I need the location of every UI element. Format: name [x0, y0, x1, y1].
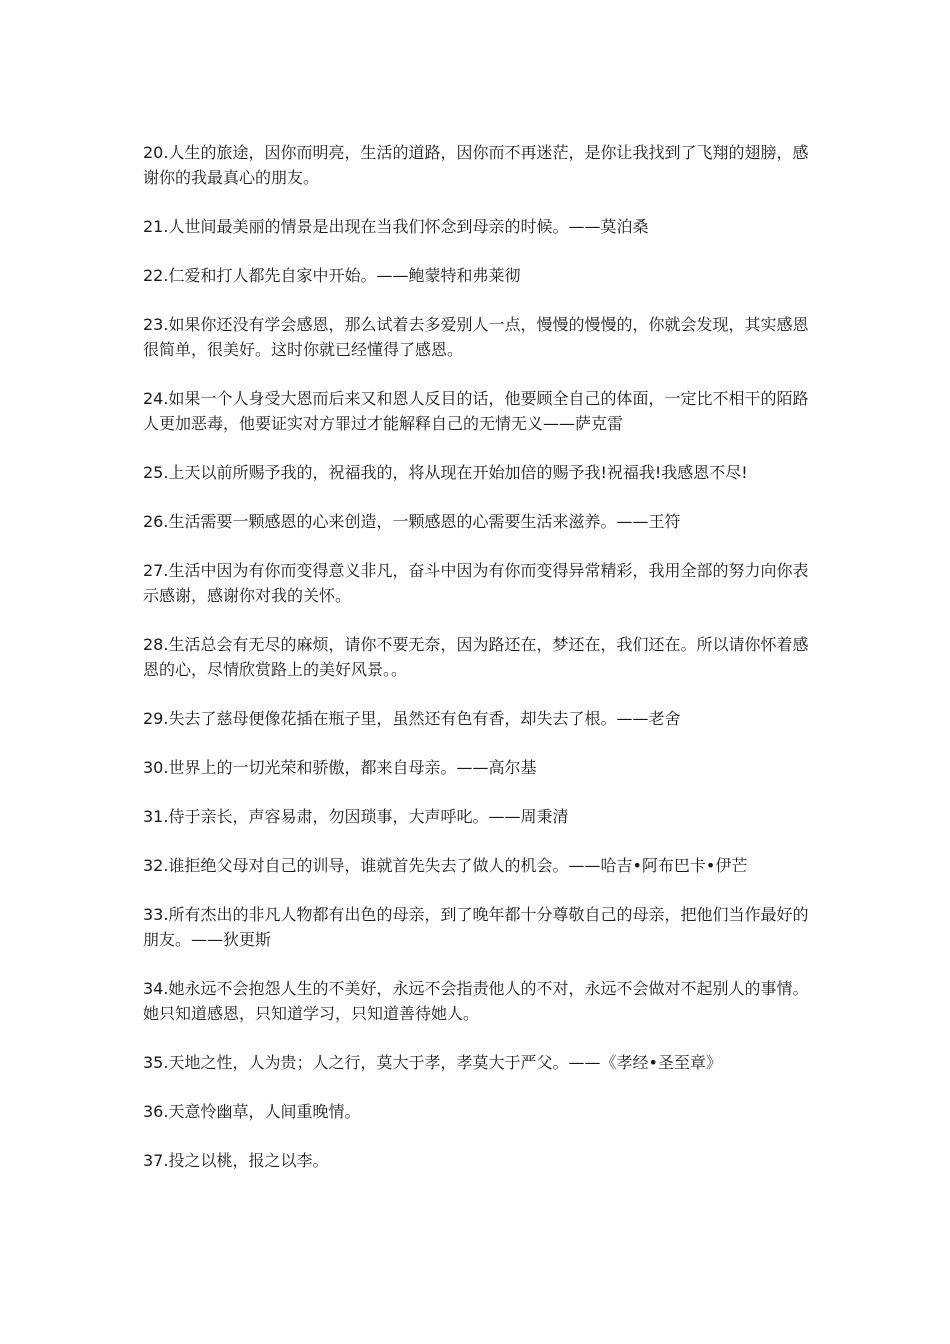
quote-paragraph-37: 37.投之以桃，报之以李。	[143, 1151, 329, 1170]
quote-paragraph-29: 29.失去了慈母便像花插在瓶子里，虽然还有色有香，却失去了根。——老舍	[143, 709, 681, 728]
quote-paragraph-33: 33.所有杰出的非凡人物都有出色的母亲，到了晚年都十分尊敬自己的母亲，把他们当作最好的朋友。——狄更斯	[143, 905, 809, 949]
quote-paragraph-20: 20.人生的旅途，因你而明亮，生活的道路，因你而不再迷茫，是你让我找到了飞翔的翅膀，感谢你的我最真心的朋友。	[143, 143, 809, 187]
quote-paragraph-23: 23.如果你还没有学会感恩，那么试着去多爱别人一点，慢慢的慢慢的，你就会发现，其实感恩很简单，很美好。这时你就已经懂得了感恩。	[143, 315, 809, 359]
quote-paragraph-34: 34.她永远不会抱怨人生的不美好，永远不会指责他人的不对，永远不会做对不起别人的事情。她只知道感恩，只知道学习，只知道善待她人。	[143, 979, 809, 1023]
quote-paragraph-25: 25.上天以前所赐予我的，祝福我的，将从现在开始加倍的赐予我!祝福我!我感恩不尽!	[143, 463, 748, 482]
quote-paragraph-22: 22.仁爱和打人都先自家中开始。——鲍蒙特和弗莱彻	[143, 266, 521, 285]
quote-paragraph-36: 36.天意怜幽草，人间重晚情。	[143, 1102, 361, 1121]
document-body	[143, 140, 815, 1197]
quote-paragraph-31: 31.侍于亲长，声容易肃，勿因琐事，大声呼叱。——周秉清	[143, 807, 569, 826]
quote-paragraph-26: 26.生活需要一颗感恩的心来创造，一颗感恩的心需要生活来滋养。——王符	[143, 512, 681, 531]
quote-paragraph-30: 30.世界上的一切光荣和骄傲，都来自母亲。——高尔基	[143, 758, 537, 777]
quote-paragraph-35: 35.天地之性，人为贵；人之行，莫大于孝，孝莫大于严父。——《孝经•圣至章》	[143, 1053, 722, 1072]
quote-paragraph-21: 21.人世间最美丽的情景是出现在当我们怀念到母亲的时候。——莫泊桑	[143, 217, 649, 236]
quote-paragraph-24: 24.如果一个人身受大恩而后来又和恩人反目的话，他要顾全自己的体面，一定比不相干的陌路人更加恶毒，他要证实对方罪过才能解释自己的无情无义——萨克雷	[143, 389, 809, 433]
quote-paragraph-32: 32.谁拒绝父母对自己的训导，谁就首先失去了做人的机会。——哈吉•阿布巴卡•伊芒	[143, 856, 748, 875]
quote-paragraph-27: 27.生活中因为有你而变得意义非凡，奋斗中因为有你而变得异常精彩，我用全部的努力向你表示感谢，感谢你对我的关怀。	[143, 561, 809, 605]
quote-paragraph-28: 28.生活总会有无尽的麻烦，请你不要无奈，因为路还在，梦还在，我们还在。所以请你怀着感恩的心，尽情欣赏路上的美好风景。。	[143, 635, 809, 679]
